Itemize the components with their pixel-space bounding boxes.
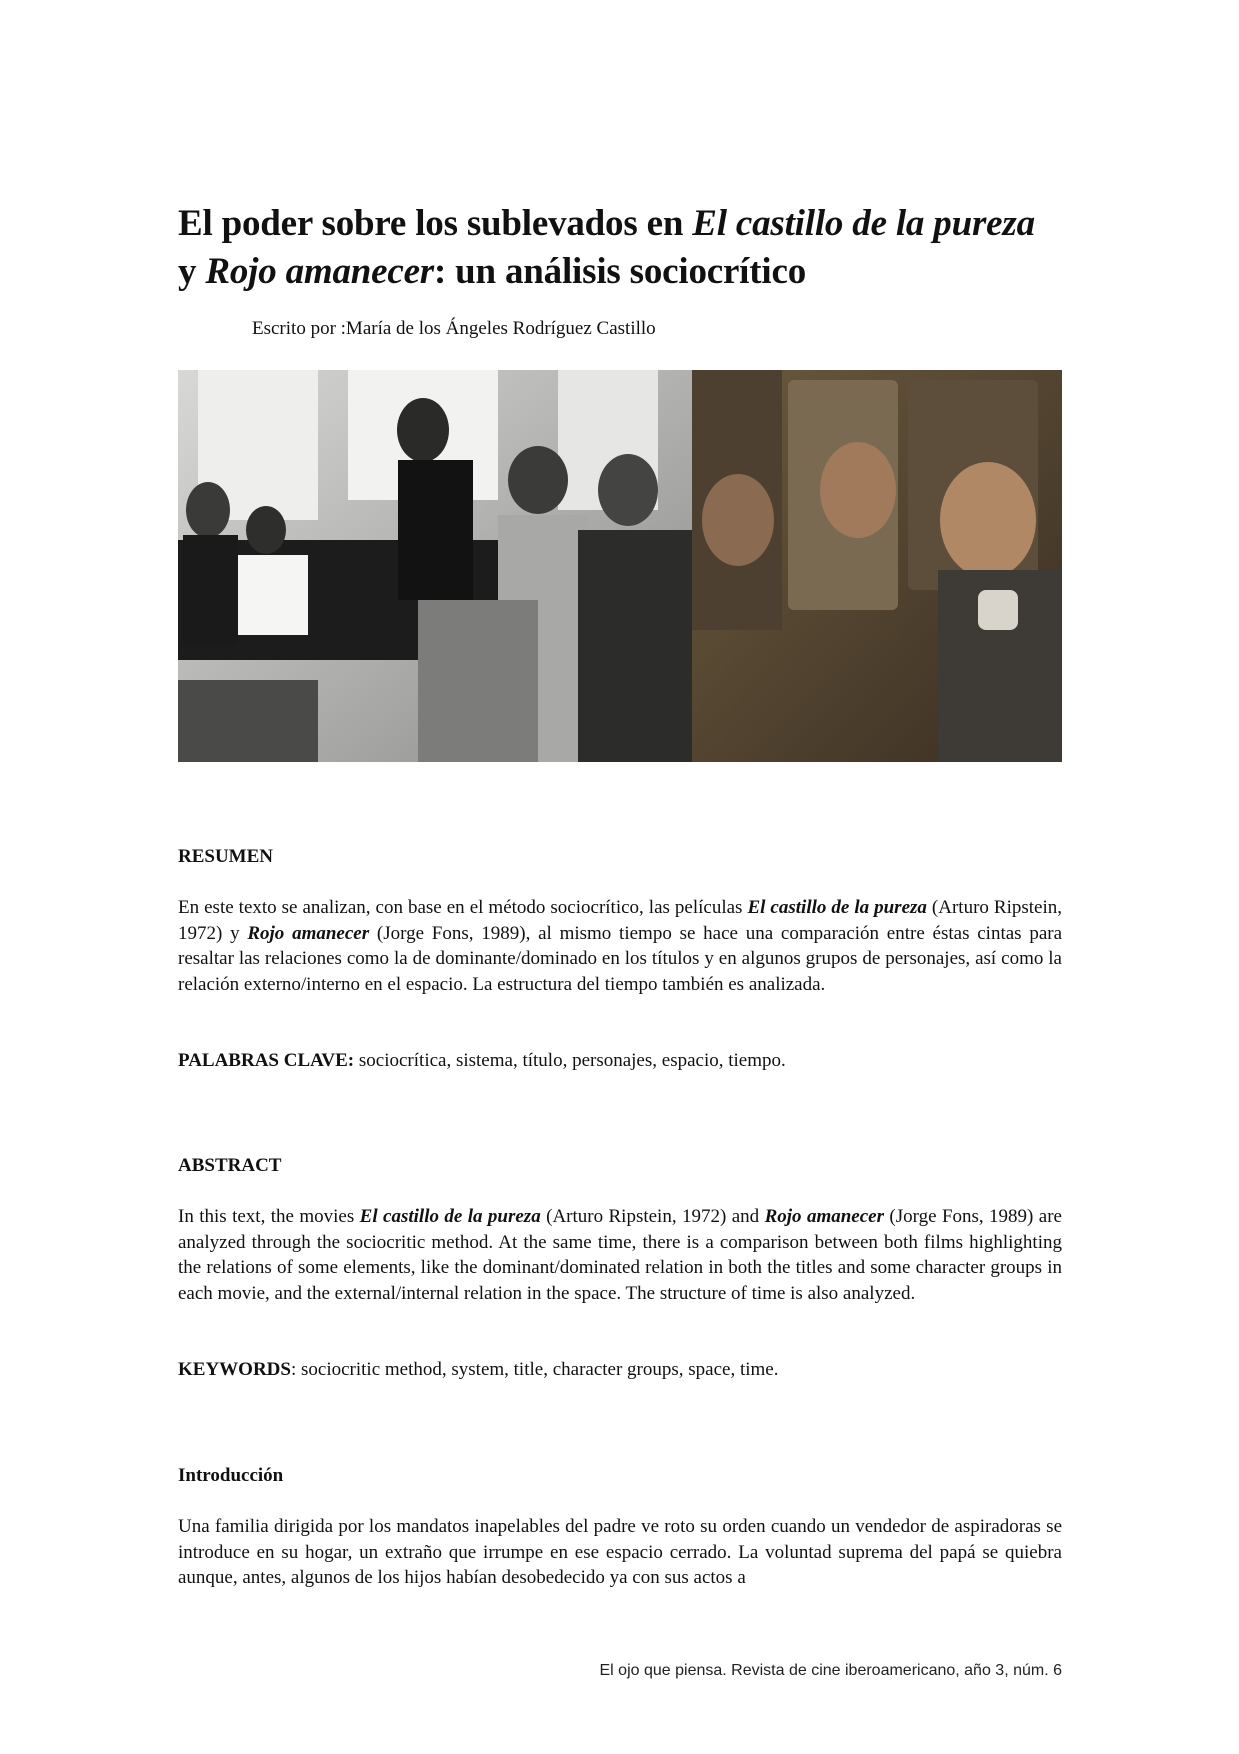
introduccion-paragraph: Una familia dirigida por los mandatos inapelables del padre ve roto su orden cuando un vendedor de aspiradoras se introduce en su hogar, un extraño que irrumpe en ese espacio cerrado. La voluntad suprema del papá se quiebra aunque, antes, algunos de los hijos habían desobedecido ya con sus actos a	[178, 1516, 1062, 1588]
journal-footer: El ojo que piensa. Revista de cine iberoamericano, año 3, núm. 6	[599, 1662, 1062, 1679]
resumen-film-2: Rojo amanecer	[247, 922, 370, 944]
still-castillo	[178, 370, 692, 762]
abstract-film-2: Rojo amanecer	[764, 1206, 884, 1227]
author-byline: Escrito por :María de los Ángeles Rodríguez Castillo	[252, 318, 656, 339]
abstract-film-1: El castillo de la pureza	[359, 1206, 541, 1227]
title-text-2: y	[178, 251, 206, 292]
title-film-2: Rojo amanecer	[205, 251, 434, 292]
film-stills-image	[178, 370, 1062, 762]
keywords-label: KEYWORDS	[178, 1359, 291, 1380]
resumen-film-1: El castillo de la pureza	[747, 897, 927, 918]
title-film-1: El castillo de la pureza	[692, 203, 1035, 244]
palabras-clave-label: PALABRAS CLAVE:	[178, 1050, 355, 1071]
palabras-clave: PALABRAS CLAVE: sociocrítica, sistema, título, personajes, espacio, tiempo.	[178, 1050, 786, 1071]
abstract-paragraph: In this text, the movies El castillo de la pureza (Arturo Ripstein, 1972) and Rojo amanecer (Jorge Fons, 1989) are analyzed through the sociocritic method. At the same time, there is a comparison between both films highlighting the relations of some elements, like the dominant/dominated relation in both the titles and some character groups in each movie, and the external/internal relation in the space. The structure of time is also analyzed.	[178, 1206, 1062, 1304]
still-rojo-amanecer	[692, 370, 1062, 762]
resumen-paragraph: En este texto se analizan, con base en el método sociocrítico, las películas El castillo de la pureza (Arturo Ripstein, 1972) y Rojo amanecer (Jorge Fons, 1989), al mismo tiempo se hace una comparación entre éstas cintas para resaltar las relaciones como la de dominante/dominado en los títulos y en algunos grupos de personajes, así como la relación externo/interno en el espacio. La estructura del tiempo también es analizada.	[178, 897, 1063, 995]
title-text-3: : un análisis sociocrítico	[434, 251, 806, 292]
article-title	[178, 200, 1078, 296]
resumen-heading: RESUMEN	[178, 846, 274, 867]
introduccion-heading: Introducción	[178, 1465, 284, 1486]
keywords: KEYWORDS: sociocritic method, system, title, character groups, space, time.	[178, 1359, 779, 1380]
abstract-heading: ABSTRACT	[178, 1155, 282, 1176]
title-text-1: El poder sobre los sublevados en	[178, 203, 693, 244]
